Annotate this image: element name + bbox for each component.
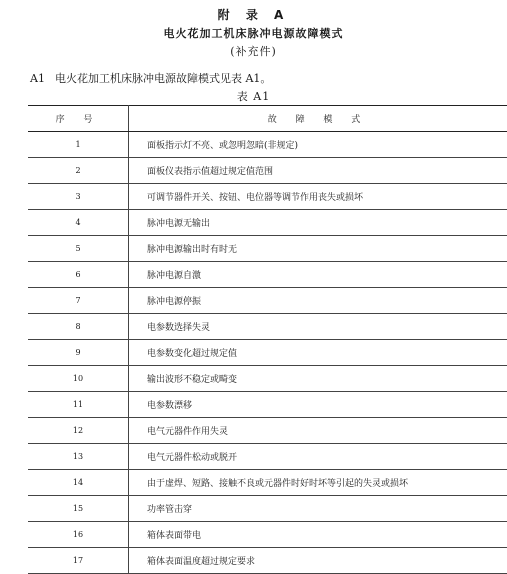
table-row: [28, 340, 507, 366]
row-number: 2: [28, 158, 129, 184]
row-fault-mode: 面板指示灯不亮、或忽明忽暗(非规定): [129, 132, 507, 158]
row-number: 14: [28, 470, 129, 496]
row-fault-mode: 电气元器件松动或脱开: [129, 444, 507, 470]
row-fault-mode: 电参数选择失灵: [129, 314, 507, 340]
row-number: 11: [28, 392, 129, 418]
row-fault-mode: 脉冲电源停振: [129, 288, 507, 314]
table-caption: 表 A1: [0, 88, 507, 104]
table-row: [28, 184, 507, 210]
row-fault-mode: 电参数漂移: [129, 392, 507, 418]
row-number: 1: [28, 132, 129, 158]
section-text: 电火花加工机床脉冲电源故障模式见表 A1。: [55, 72, 271, 85]
row-number: 10: [28, 366, 129, 392]
section-number: A1: [30, 72, 45, 85]
table-row: [28, 210, 507, 236]
row-number: 4: [28, 210, 129, 236]
document-title: 电火花加工机床脉冲电源故障模式: [0, 25, 507, 41]
table-row: [28, 314, 507, 340]
section-a1: [30, 70, 271, 86]
row-fault-mode: 输出波形不稳定或畸变: [129, 366, 507, 392]
table-row: [28, 132, 507, 158]
row-fault-mode: 电参数变化超过规定值: [129, 340, 507, 366]
row-fault-mode: 可调节器件开关、按钮、电位器等调节作用丧失或损坏: [129, 184, 507, 210]
row-fault-mode: 面板仪表指示值超过规定值范围: [129, 158, 507, 184]
table-row: [28, 158, 507, 184]
table-body: [28, 132, 507, 574]
row-fault-mode: 由于虚焊、短路、接触不良或元器件时好时坏等引起的失灵或损坏: [129, 470, 507, 496]
row-fault-mode: 电气元器件作用失灵: [129, 418, 507, 444]
table-row: [28, 392, 507, 418]
row-fault-mode: 脉冲电源无输出: [129, 210, 507, 236]
table-row: [28, 522, 507, 548]
document-subtitle: (补充件): [0, 43, 507, 59]
row-number: 12: [28, 418, 129, 444]
table-row: [28, 548, 507, 574]
row-fault-mode: 箱体表面带电: [129, 522, 507, 548]
table-row: [28, 288, 507, 314]
row-fault-mode: 脉冲电源自激: [129, 262, 507, 288]
row-number: 5: [28, 236, 129, 262]
column-header-fault-mode: 故 障 模 式: [129, 106, 507, 132]
table-row: [28, 418, 507, 444]
appendix-heading: 附 录 A: [0, 6, 507, 23]
column-header-number: 序 号: [28, 106, 129, 132]
table-row: [28, 262, 507, 288]
table-row: [28, 496, 507, 522]
row-number: 3: [28, 184, 129, 210]
row-number: 16: [28, 522, 129, 548]
row-number: 8: [28, 314, 129, 340]
row-fault-mode: 功率管击穿: [129, 496, 507, 522]
table-header-row: [28, 106, 507, 132]
row-number: 7: [28, 288, 129, 314]
table-row: [28, 236, 507, 262]
row-fault-mode: 脉冲电源输出时有时无: [129, 236, 507, 262]
table-row: [28, 366, 507, 392]
table-row: [28, 444, 507, 470]
row-number: 9: [28, 340, 129, 366]
table-row: [28, 470, 507, 496]
row-number: 13: [28, 444, 129, 470]
row-number: 17: [28, 548, 129, 574]
row-fault-mode: 箱体表面温度超过规定要求: [129, 548, 507, 574]
fault-mode-table: [28, 105, 507, 574]
row-number: 6: [28, 262, 129, 288]
row-number: 15: [28, 496, 129, 522]
